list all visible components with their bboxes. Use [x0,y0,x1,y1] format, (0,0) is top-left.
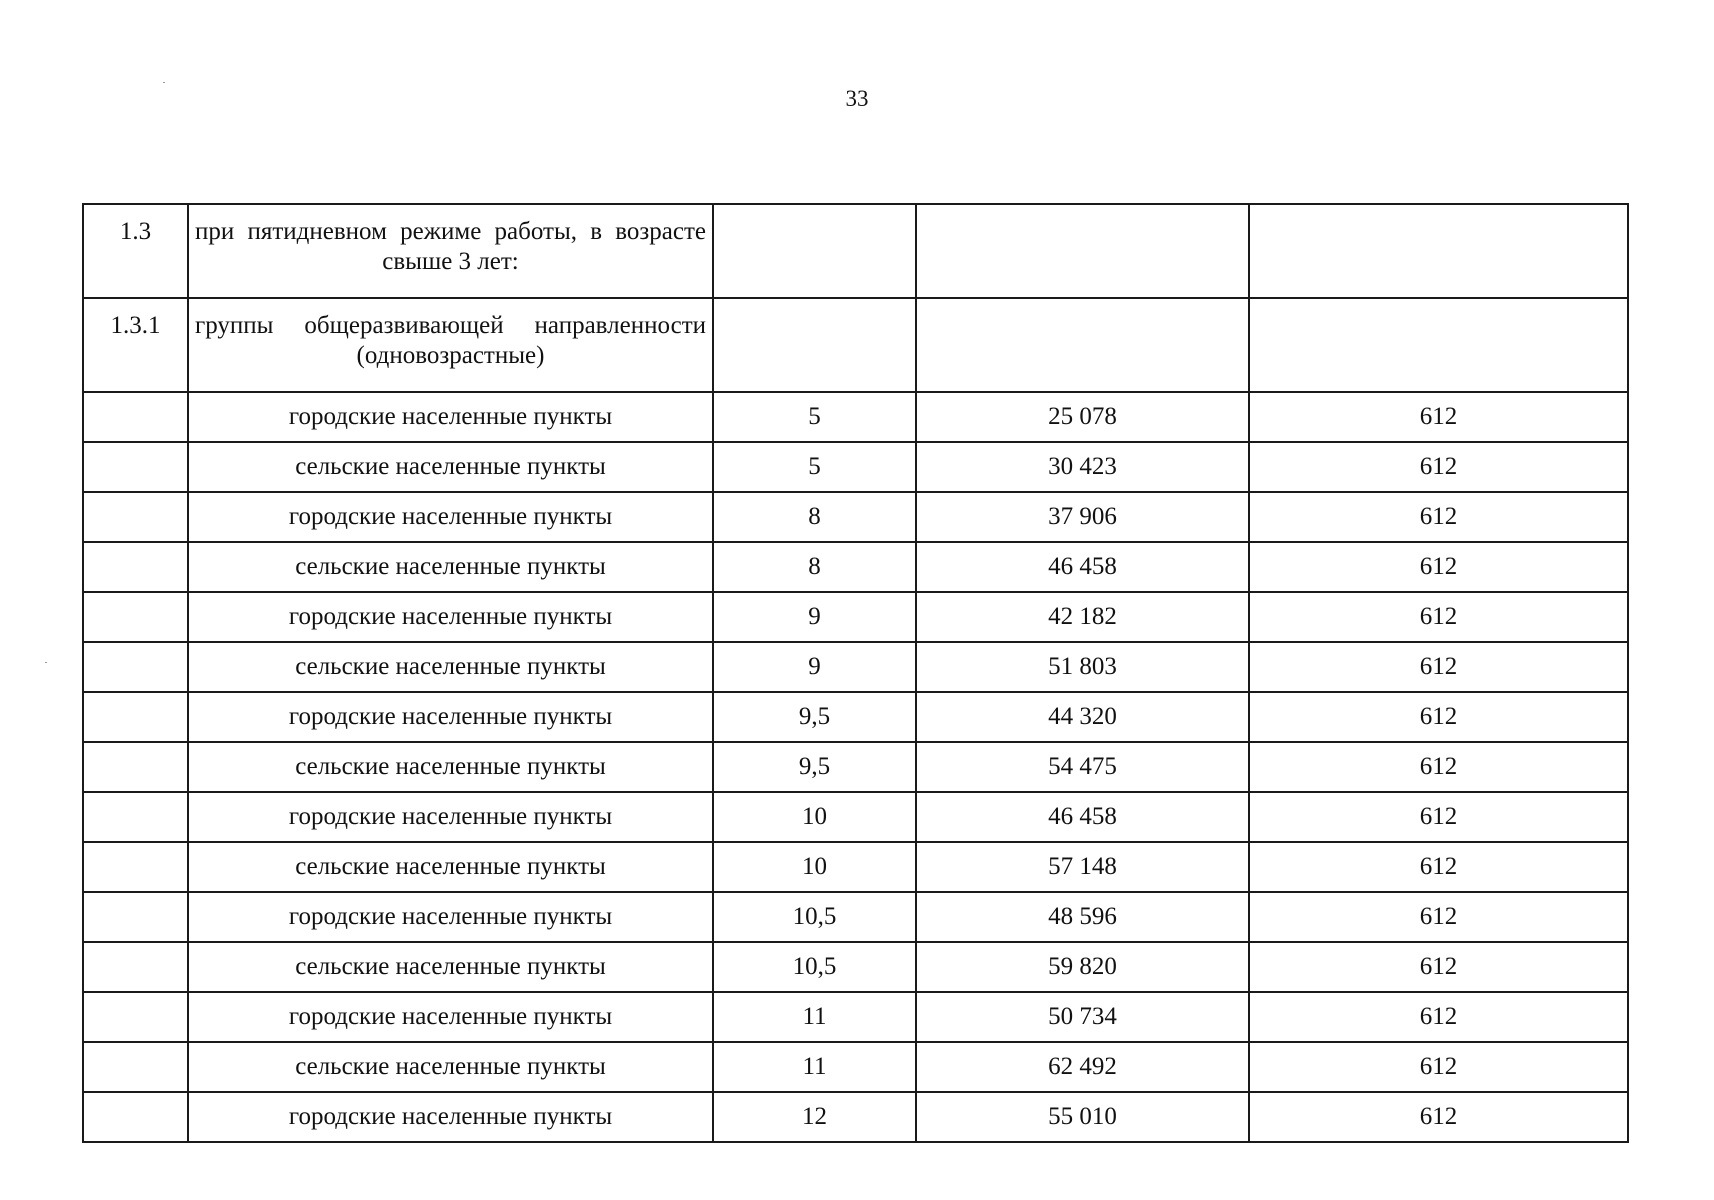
row-description: сельские населенные пункты [188,942,713,992]
cost-cell: 50 734 [916,992,1249,1042]
cost-cell: 48 596 [916,892,1249,942]
row-number [83,442,188,492]
row-description: сельские населенные пункты [188,442,713,492]
row-description: сельские населенные пункты [188,642,713,692]
row-number [83,1092,188,1142]
table-row [83,392,1628,442]
row-description: сельские населенные пункты [188,742,713,792]
table-row [83,692,1628,742]
row-number [83,492,188,542]
table-row [83,1092,1628,1142]
row-description: городские населенные пункты [188,492,713,542]
row-description: сельские населенные пункты [188,1042,713,1092]
tariff-table [82,203,1629,1143]
table-row [83,642,1628,692]
group-hours-cell: 10 [713,792,916,842]
cost-cell: 51 803 [916,642,1249,692]
row-number [83,992,188,1042]
group-hours-cell: 11 [713,992,916,1042]
row-description: городские населенные пункты [188,792,713,842]
cost-cell: 62 492 [916,1042,1249,1092]
group-hours-cell: 9,5 [713,742,916,792]
fee-cell: 612 [1249,642,1628,692]
row-description: сельские населенные пункты [188,842,713,892]
cost-cell: 54 475 [916,742,1249,792]
fee-cell: 612 [1249,792,1628,842]
fee-cell: 612 [1249,442,1628,492]
table-body [83,204,1628,1142]
table-row [83,442,1628,492]
group-hours-cell: 10 [713,842,916,892]
scan-speck [163,82,165,83]
row-number [83,892,188,942]
scan-speck [45,662,47,663]
row-number [83,692,188,742]
table-row [83,592,1628,642]
fee-cell: 612 [1249,542,1628,592]
table-row [83,1042,1628,1092]
group-hours-cell: 11 [713,1042,916,1092]
group-hours-cell: 10,5 [713,942,916,992]
row-description: городские населенные пункты [188,892,713,942]
group-hours-cell: 9 [713,592,916,642]
row-description: группы общеразвивающей направленности (одновозрастные) [188,298,713,392]
cost-cell: 55 010 [916,1092,1249,1142]
fee-cell: 612 [1249,892,1628,942]
table-row [83,492,1628,542]
group-hours-cell: 12 [713,1092,916,1142]
cost-cell [916,298,1249,392]
row-number [83,842,188,892]
row-number [83,742,188,792]
cost-cell: 42 182 [916,592,1249,642]
page-number: 33 [845,86,869,111]
group-hours-cell [713,204,916,298]
table-row [83,204,1628,298]
fee-cell: 612 [1249,1042,1628,1092]
fee-cell: 612 [1249,842,1628,892]
row-description: городские населенные пункты [188,992,713,1042]
table-row [83,992,1628,1042]
table-row [83,842,1628,892]
group-hours-cell: 9,5 [713,692,916,742]
fee-cell: 612 [1249,492,1628,542]
cost-cell: 37 906 [916,492,1249,542]
row-number [83,392,188,442]
fee-cell: 612 [1249,992,1628,1042]
row-description: при пятидневном режиме работы, в возрасте свыше 3 лет: [188,204,713,298]
fee-cell: 612 [1249,692,1628,742]
cost-cell: 57 148 [916,842,1249,892]
fee-cell: 612 [1249,392,1628,442]
table-row [83,742,1628,792]
group-hours-cell: 9 [713,642,916,692]
fee-cell: 612 [1249,1092,1628,1142]
group-hours-cell: 8 [713,542,916,592]
row-description: сельские населенные пункты [188,542,713,592]
group-hours-cell [713,298,916,392]
row-description: городские населенные пункты [188,1092,713,1142]
fee-cell: 612 [1249,592,1628,642]
row-description: городские населенные пункты [188,592,713,642]
table-row [83,942,1628,992]
row-number [83,942,188,992]
fee-cell: 612 [1249,742,1628,792]
group-hours-cell: 10,5 [713,892,916,942]
row-number [83,542,188,592]
table-row [83,892,1628,942]
row-number: 1.3 [83,204,188,298]
fee-cell [1249,204,1628,298]
cost-cell: 30 423 [916,442,1249,492]
cost-cell: 46 458 [916,792,1249,842]
row-number: 1.3.1 [83,298,188,392]
group-hours-cell: 8 [713,492,916,542]
fee-cell [1249,298,1628,392]
cost-cell [916,204,1249,298]
cost-cell: 25 078 [916,392,1249,442]
group-hours-cell: 5 [713,442,916,492]
row-description: городские населенные пункты [188,392,713,442]
fee-cell: 612 [1249,942,1628,992]
table-row [83,792,1628,842]
cost-cell: 46 458 [916,542,1249,592]
row-number [83,1042,188,1092]
group-hours-cell: 5 [713,392,916,442]
cost-cell: 44 320 [916,692,1249,742]
row-number [83,642,188,692]
table-row [83,542,1628,592]
row-description: городские населенные пункты [188,692,713,742]
table-row [83,298,1628,392]
cost-cell: 59 820 [916,942,1249,992]
row-number [83,592,188,642]
row-number [83,792,188,842]
